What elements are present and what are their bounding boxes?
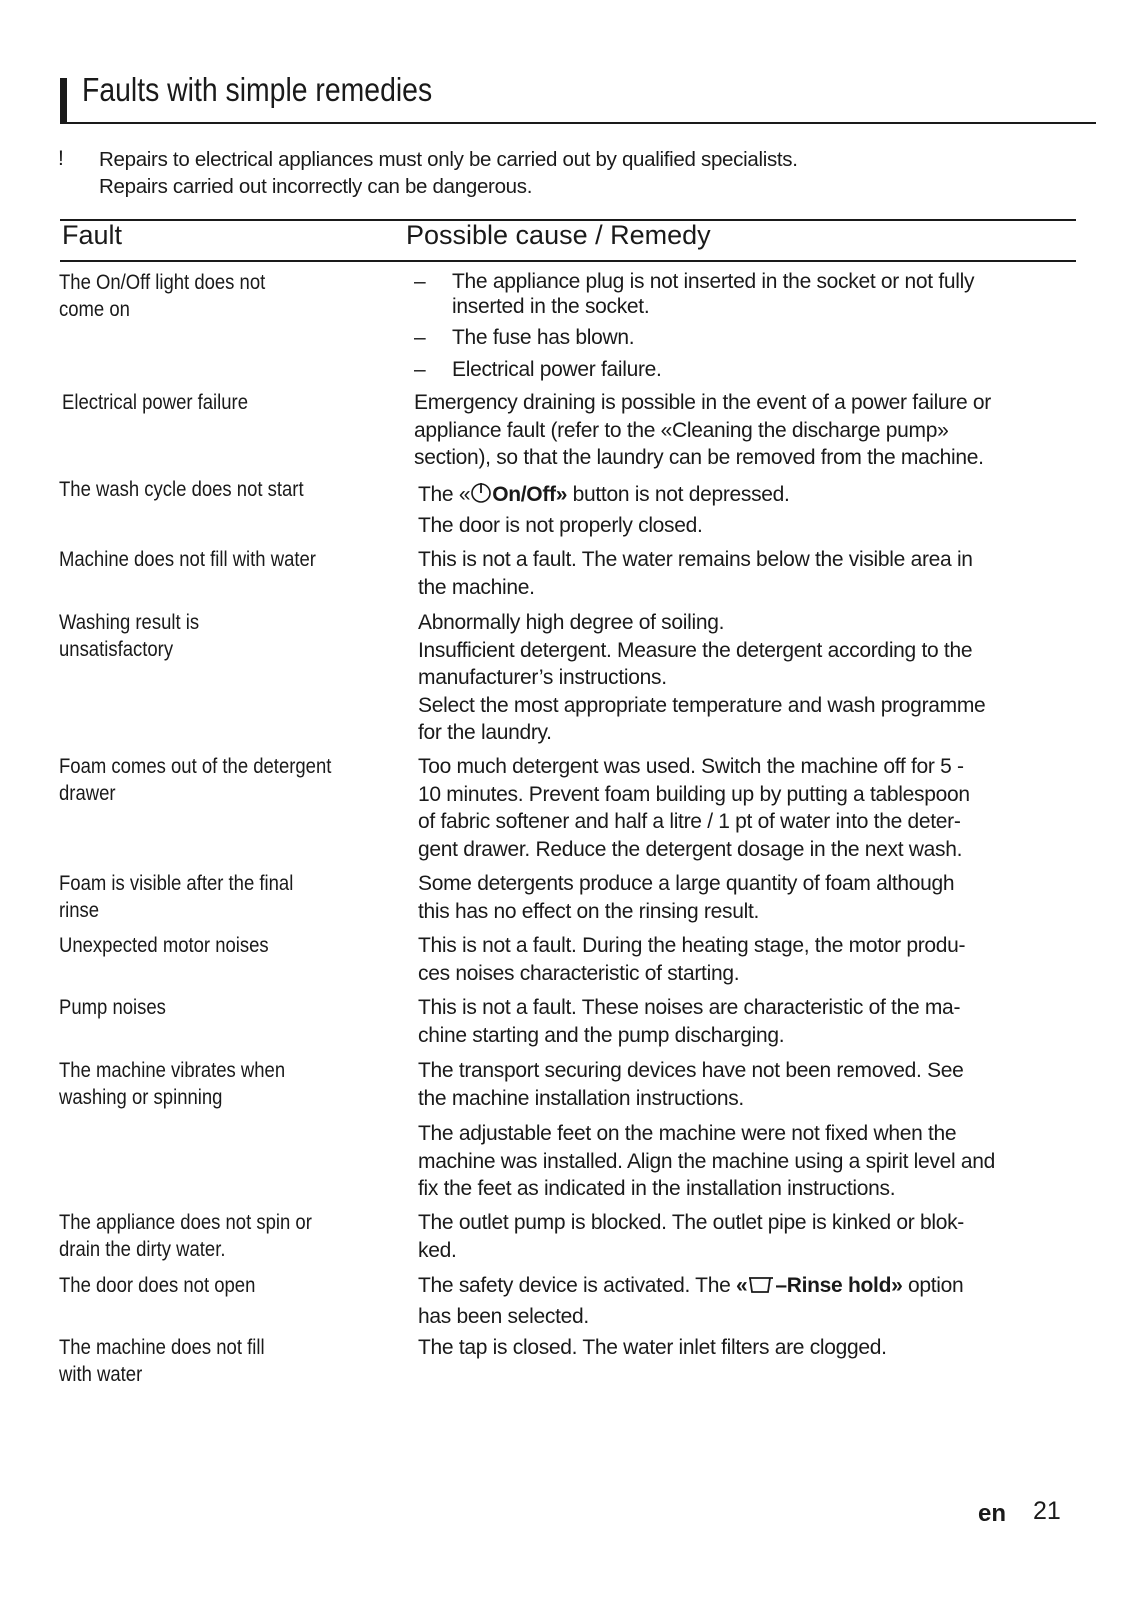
fault-line: Foam comes out of the detergent: [59, 754, 332, 778]
remedy-line: manufacturer’s instructions.: [418, 666, 667, 689]
remedy-line: The outlet pump is blocked. The outlet pipe is kinked or blok-: [418, 1211, 964, 1234]
warning-text: [99, 146, 798, 200]
remedy-line: Abnormally high degree of soiling.: [418, 611, 725, 634]
fault-label: [59, 546, 316, 573]
remedy-line: the machine installation instructions.: [418, 1086, 744, 1110]
fault-line: The On/Off light does not: [59, 270, 266, 294]
fault-line: The machine vibrates when: [59, 1058, 286, 1082]
remedy-line: inserted in the socket.: [452, 295, 650, 318]
remedy-text: [418, 932, 1078, 987]
remedy-text: [418, 480, 1078, 539]
dash-bullet: –: [414, 326, 426, 349]
remedy-line: Too much detergent was used. Switch the machine off for 5 -: [418, 755, 964, 778]
remedy-list-item: [414, 269, 1072, 319]
fault-line: drain the dirty water.: [59, 1237, 226, 1261]
remedy-text: [418, 1272, 1078, 1330]
remedy-line: The « On/Off» button is not depressed.: [418, 480, 1078, 512]
fault-label: [59, 994, 166, 1021]
remedy-text: [418, 870, 1078, 925]
fault-line: come on: [59, 297, 130, 321]
fault-line: Washing result is: [59, 610, 200, 634]
remedy-text: [418, 994, 1078, 1049]
fault-label: [59, 609, 199, 663]
fault-line: Foam is visible after the final: [59, 871, 294, 895]
remedy-line: this has no effect on the rinsing result.: [418, 899, 760, 923]
fault-line: Machine does not fill with water: [59, 547, 316, 571]
fault-label: [59, 269, 265, 323]
dash-bullet: –: [414, 270, 426, 293]
fault-label: [59, 932, 269, 959]
language-label: en: [978, 1500, 1007, 1527]
dash-bullet: –: [414, 358, 426, 381]
remedy-text: [418, 753, 1078, 863]
remedy-list-item: [414, 357, 1072, 382]
power-icon: [470, 480, 492, 512]
remedy-line: The fuse has blown.: [452, 326, 635, 349]
remedy-line: The door is not properly closed.: [418, 513, 703, 537]
fault-label: [59, 1334, 265, 1388]
remedy-line: fix the feet as indicated in the installation instructions.: [418, 1177, 896, 1200]
fault-label: [59, 1209, 312, 1263]
remedy-line: The tap is closed. The water inlet filters are clogged.: [418, 1336, 887, 1359]
remedy-line: for the laundry.: [418, 721, 552, 744]
fault-line: The machine does not fill: [59, 1335, 265, 1359]
remedy-line: of fabric softener and half a litre / 1 pt of water into the deter-: [418, 810, 961, 833]
remedy-line: 10 minutes. Prevent foam building up by putting a tablespoon: [418, 782, 970, 806]
remedy-line: gent drawer. Reduce the detergent dosage in the next wash.: [418, 837, 963, 861]
column-header-remedy: Possible cause / Remedy: [406, 220, 711, 250]
remedy-text: [418, 546, 1078, 601]
section-heading: [60, 70, 1096, 124]
remedy-line: Insufficient detergent. Measure the detergent according to the: [418, 638, 973, 662]
fault-line: Pump noises: [59, 995, 166, 1019]
table-header-rule: [60, 260, 1076, 262]
page-number: 21: [1033, 1497, 1061, 1525]
fault-line: unsatisfactory: [59, 637, 174, 661]
fault-label: [59, 1057, 285, 1111]
remedy-line: Emergency draining is possible in the event of a power failure or: [414, 391, 991, 414]
remedy-line: ked.: [418, 1238, 457, 1262]
remedy-list-item: [414, 325, 1072, 350]
remedy-line: Some detergents produce a large quantity of foam although: [418, 872, 955, 895]
warning-mark: !: [58, 147, 64, 170]
fault-label: [59, 1272, 255, 1299]
remedy-text: [418, 1057, 1078, 1112]
warning-line-1: Repairs to electrical appliances must only be carried out by qualified specialists.: [99, 148, 798, 171]
remedy-line: chine starting and the pump discharging.: [418, 1023, 785, 1047]
remedy-line: Electrical power failure.: [452, 358, 662, 381]
fault-line: drawer: [59, 781, 116, 805]
remedy-line: appliance fault (refer to the «Cleaning the discharge pump»: [414, 418, 949, 442]
column-header-fault: Fault: [62, 220, 123, 250]
remedy-line: has been selected.: [418, 1304, 589, 1328]
remedy-line: the machine.: [418, 575, 535, 599]
fault-line: washing or spinning: [59, 1085, 223, 1109]
remedy-text: [414, 389, 1074, 472]
heading-marker-bar: [60, 78, 67, 122]
fault-label: [62, 389, 248, 416]
fault-line: Unexpected motor noises: [59, 933, 269, 957]
remedy-text: [418, 1120, 1078, 1203]
remedy-line: This is not a fault. During the heating stage, the motor produ-: [418, 934, 966, 957]
fault-line: Electrical power failure: [62, 390, 249, 414]
page-title: Faults with simple remedies: [82, 71, 433, 108]
remedy-text: [418, 609, 1078, 747]
rinse-hold-icon: [747, 1275, 775, 1303]
remedy-line: The appliance plug is not inserted in the socket or not fully: [452, 270, 975, 293]
fault-line: The wash cycle does not start: [59, 477, 304, 501]
fault-line: rinse: [59, 898, 100, 922]
remedy-text: [418, 1334, 1078, 1362]
fault-label: [59, 476, 304, 503]
remedy-line: This is not a fault. These noises are characteristic of the ma-: [418, 996, 961, 1019]
fault-label: [59, 870, 293, 924]
remedy-line: This is not a fault. The water remains below the visible area in: [418, 548, 973, 571]
fault-label: [59, 753, 331, 807]
remedy-line: The transport securing devices have not been removed. See: [418, 1059, 964, 1082]
remedy-text: [418, 1209, 1078, 1264]
fault-line: The door does not open: [59, 1273, 256, 1297]
remedy-line: The safety device is activated. The « –Rinse hold» option: [418, 1272, 1078, 1303]
fault-line: The appliance does not spin or: [59, 1210, 312, 1234]
remedy-line: The adjustable feet on the machine were not fixed when the: [418, 1122, 957, 1145]
remedy-line: Select the most appropriate temperature and wash programme: [418, 693, 986, 717]
remedy-line: ces noises characteristic of starting.: [418, 961, 740, 985]
remedy-line: machine was installed. Align the machine using a spirit level and: [418, 1149, 996, 1173]
remedy-line: section), so that the laundry can be removed from the machine.: [414, 446, 984, 469]
fault-line: with water: [59, 1362, 143, 1386]
warning-line-2: Repairs carried out incorrectly can be dangerous.: [99, 175, 533, 198]
